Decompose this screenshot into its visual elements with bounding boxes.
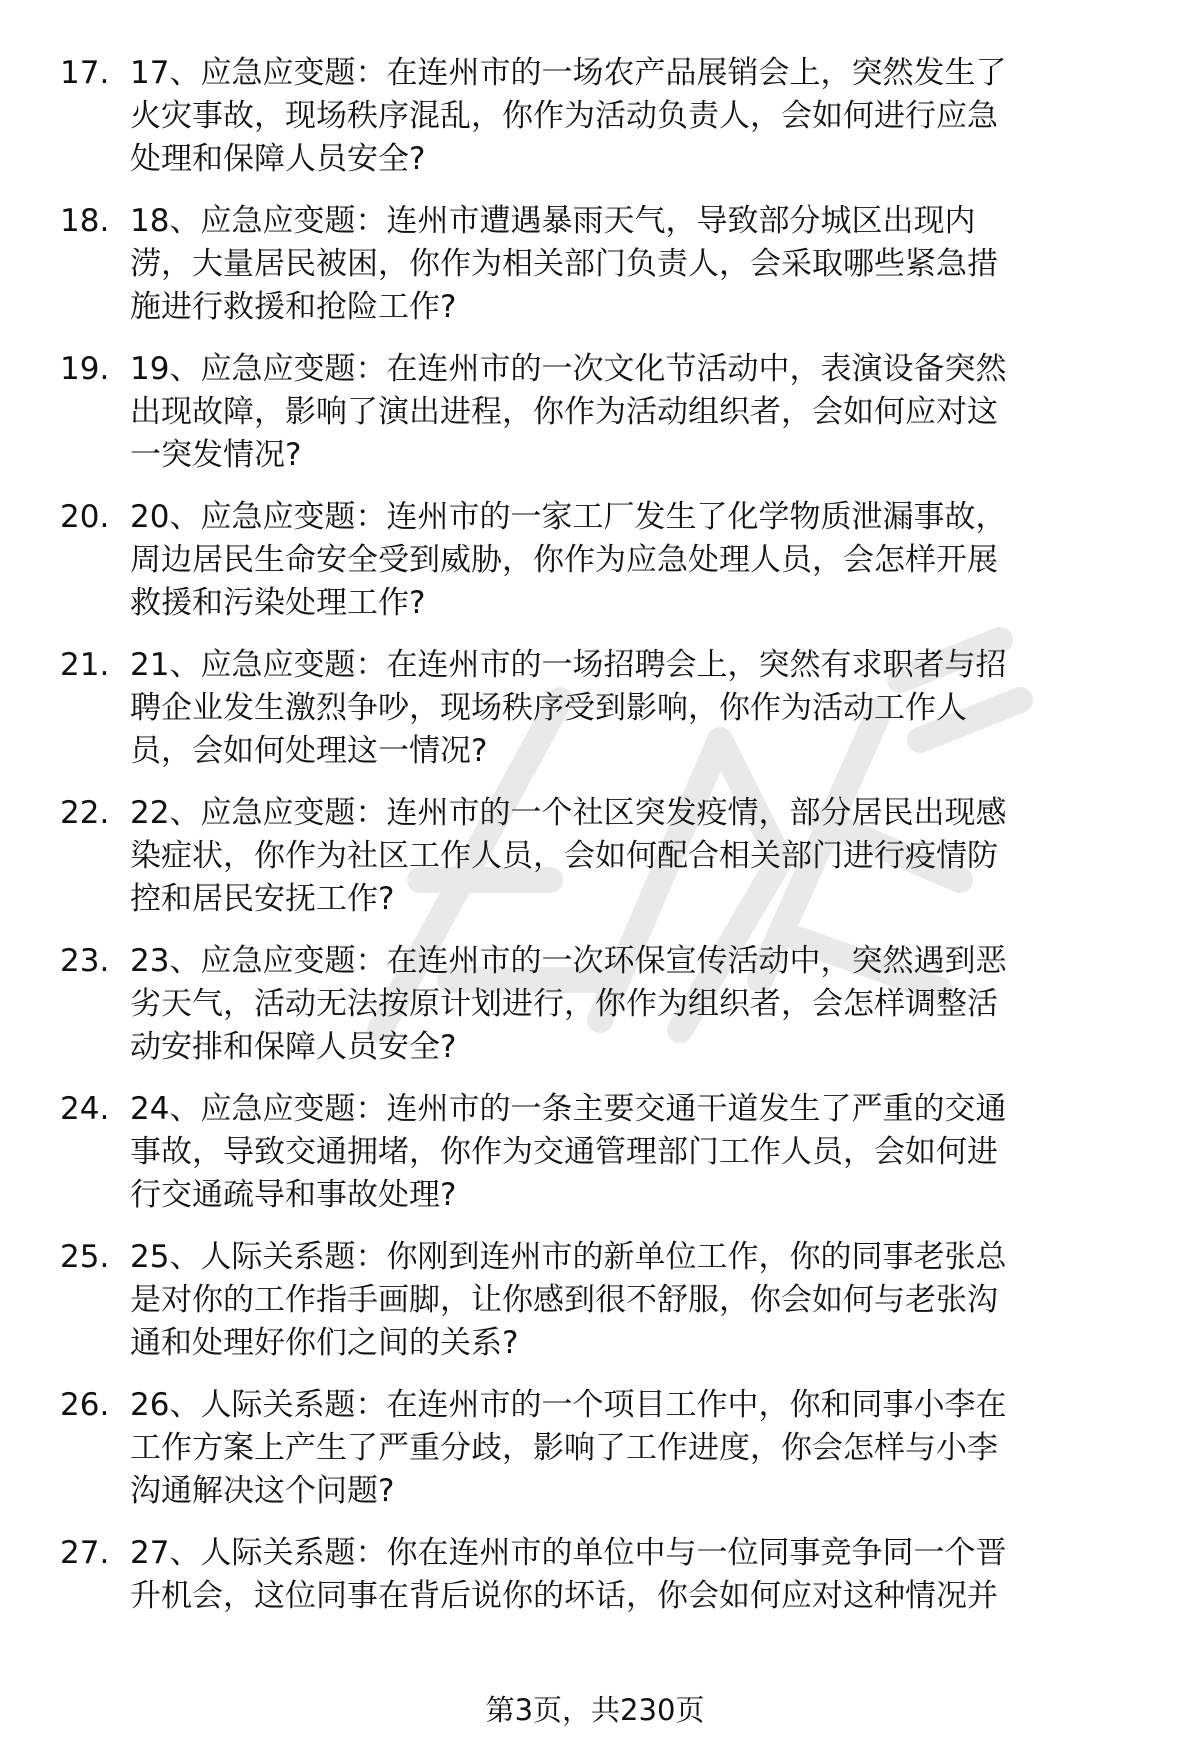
- page-footer: 第3页，共230页: [485, 1693, 705, 1727]
- question-number: 25.: [60, 1239, 110, 1275]
- question-number: 20.: [60, 499, 110, 535]
- question-number: 23.: [60, 943, 110, 979]
- question-number: 18.: [60, 203, 110, 239]
- question-text: 17、应急应变题：在连州市的一场农产品展销会上，突然发生了 火灾事故，现场秩序混乱，你作为活动负责人，会如何进行应急 处理和保障人员安全?: [130, 55, 1007, 177]
- question-text: 25、人际关系题：你刚到连州市的新单位工作，你的同事老张总 是对你的工作指手画脚，让你感到很不舒服，你会如何与老张沟 通和处理好你们之间的关系?: [130, 1239, 1007, 1361]
- question-number: 21.: [60, 647, 110, 683]
- list-item: [60, 644, 1155, 773]
- question-number: 27.: [60, 1535, 110, 1571]
- question-number: 26.: [60, 1387, 110, 1423]
- list-item: [60, 496, 1155, 625]
- list-item: [60, 52, 1155, 181]
- list-item: [60, 792, 1155, 921]
- question-text: 18、应急应变题：连州市遭遇暴雨天气，导致部分城区出现内 涝，大量居民被困，你作为相关部门负责人，会采取哪些紧急措 施进行救援和抢险工作?: [130, 203, 998, 325]
- question-number: 22.: [60, 795, 110, 831]
- question-number: 17.: [60, 55, 110, 91]
- question-text: 21、应急应变题：在连州市的一场招聘会上，突然有求职者与招 聘企业发生激烈争吵，现场秩序受到影响，你作为活动工作人 员，会如何处理这一情况?: [130, 647, 1007, 769]
- list-item: [60, 200, 1155, 329]
- list-item: [60, 1532, 1155, 1618]
- list-item: [60, 940, 1155, 1069]
- question-text: 20、应急应变题：连州市的一家工厂发生了化学物质泄漏事故， 周边居民生命安全受到威胁，你作为应急处理人员，会怎样开展 救援和污染处理工作?: [130, 499, 1007, 621]
- question-number: 19.: [60, 351, 110, 387]
- list-item: [60, 348, 1155, 477]
- question-text: 23、应急应变题：在连州市的一次环保宣传活动中，突然遇到恶 劣天气，活动无法按原计划进行，你作为组织者，会怎样调整活 动安排和保障人员安全?: [130, 943, 1007, 1065]
- question-list: [60, 52, 1155, 1637]
- list-item: [60, 1384, 1155, 1513]
- question-text: 24、应急应变题：连州市的一条主要交通干道发生了严重的交通 事故，导致交通拥堵，你作为交通管理部门工作人员，会如何进 行交通疏导和事故处理?: [130, 1091, 1007, 1213]
- list-item: [60, 1236, 1155, 1365]
- list-item: [60, 1088, 1155, 1217]
- question-text: 22、应急应变题：连州市的一个社区突发疫情，部分居民出现感 染症状，你作为社区工作人员，会如何配合相关部门进行疫情防 控和居民安抚工作?: [130, 795, 1007, 917]
- question-text: 27、人际关系题：你在连州市的单位中与一位同事竞争同一个晋 升机会，这位同事在背后说你的坏话，你会如何应对这种情况并: [130, 1535, 1007, 1614]
- question-text: 19、应急应变题：在连州市的一次文化节活动中，表演设备突然 出现故障，影响了演出进程，你作为活动组织者，会如何应对这 一突发情况?: [130, 351, 1007, 473]
- question-text: 26、人际关系题：在连州市的一个项目工作中，你和同事小李在 工作方案上产生了严重分歧，影响了工作进度，你会怎样与小李 沟通解决这个问题?: [130, 1387, 1007, 1509]
- question-number: 24.: [60, 1091, 110, 1127]
